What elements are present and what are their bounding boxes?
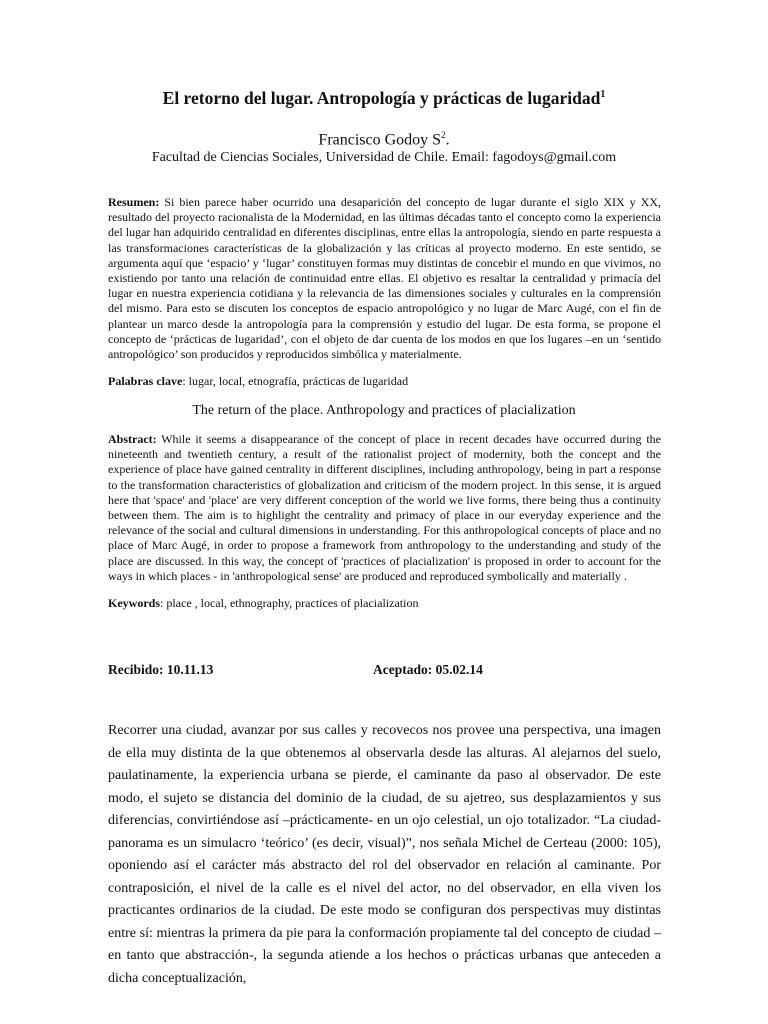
- author-footnote-marker: 2: [441, 130, 446, 140]
- author-name: Francisco Godoy S: [318, 131, 442, 149]
- paper-title-text: El retorno del lugar. Antropología y prácticas de lugaridad: [162, 88, 601, 108]
- resumen-text: Si bien parece haber ocurrido una desaparición del concepto de lugar durante el siglo XIX y XX, resultado del proyecto racionalista de la Modernidad, en las últimas décadas tanto el concepto como la experiencia del lugar han adquirido centralidad en diferentes disciplinas, entre ellas la antropología, siendo en parte respuesta a las transformaciones características de la globalización y las críticas al proyecto moderno. En este sentido, se argumenta aquí que ‘espacio’ y ‘lugar’ constituyen formas muy distintas de concebir el mundo en que vivimos, no existiendo por tanto una relación de continuidad entre ellas. El objetivo es resaltar la centralidad y primacía del lugar en nuestra experiencia cotidiana y la relevancia de las dimensiones sociales y culturales en la comprensión del mismo. Para esto se discuten los conceptos de espacio antropológico y no lugar de Marc Augé, con el fin de plantear un marco desde la antropología para la comprensión y estudio del lugar. De esta forma, se propone el concepto de ‘prácticas de lugaridad’, con el objeto de dar cuenta de los modos en que los lugares –en un ‘sentido antropológico’ son producidos y reproducidos simbólica y materialmente.: [108, 195, 661, 362]
- received-date: Recibido: 10.11.13: [108, 662, 214, 677]
- abstract-block: [108, 432, 661, 584]
- body-paragraph: Recorrer una ciudad, avanzar por sus calles y recovecos nos provee una perspectiva, una imagen de ella muy distinta de la que obtenemos al observarla desde las alturas. Al alejarnos del suelo, paulatinamente, la experiencia urbana se pierde, el caminante da paso al observador. De este modo, el sujeto se distancia del dominio de la ciudad, de su ajetreo, sus desplazamientos y sus diferencias, convirtiéndose así –prácticamente- en un ojo celestial, un ojo totalizador. “La ciudad-panorama es un simulacro ‘teórico’ (es decir, visual)”, nos señala Michel de Certeau (2000: 105), oponiendo así el carácter más abstracto del rol del observador en relación al caminante. Por contraposición, el nivel de la calle es el nivel del actor, no del observador, en ella viven los practicantes ordinarios de la ciudad. De este modo se configuran dos perspectivas muy distintas entre sí: mientras la primera da pie para la conformación propiamente tal del concepto de ciudad –en tanto que abstracción-, la segunda atiende a los hechos o prácticas urbanas que anteceden a dicha conceptualización,: [108, 723, 661, 986]
- keywords-text: : place , local, ethnography, practices of placialization: [160, 596, 419, 610]
- keywords-label: Keywords: [108, 596, 160, 610]
- author-line: [0, 130, 768, 149]
- title-footnote-marker: 1: [600, 89, 606, 101]
- resumen-label: Resumen:: [108, 195, 160, 209]
- accepted-date: Aceptado: 05.02.14: [373, 662, 483, 677]
- paper-title: [0, 88, 768, 109]
- author-suffix: .: [445, 131, 450, 149]
- palabras-clave-text: : lugar, local, etnografía, prácticas de lugaridad: [182, 374, 409, 388]
- resumen-block: [108, 195, 661, 362]
- english-title: The return of the place. Anthropology and practices of placialization: [192, 403, 576, 418]
- abstract-text: While it seems a disappearance of the concept of place in recent decades have occurred during the nineteenth and twentieth century, a result of the rationalist project of modernity, both the concept and the experience of place have gained centrality in different disciplines, including anthropology, being in part a response to the transformation characteristics of globalization and criticism of the modern project. In this sense, it is argued here that 'space' and 'place' are very different conception of the world we live forms, there being thus a continuity between them. The aim is to highlight the centrality and primacy of place in our everyday experience and the relevance of the social and cultural dimensions in understanding. For this anthropological concepts of place and no place of Marc Augé, in order to propose a framework from anthropology to the understanding and study of the place are discussed. In this way, the concept of 'practices of placialization' is proposed in order to account for the ways in which places - in 'anthropological sense' are produced and reproduced symbolically and materially .: [108, 432, 661, 583]
- palabras-clave-line: [108, 374, 661, 389]
- palabras-clave-label: Palabras clave: [108, 374, 183, 388]
- abstract-label: Abstract:: [108, 432, 157, 446]
- keywords-line: [108, 596, 661, 611]
- affiliation: Facultad de Ciencias Sociales, Universidad de Chile. Email: fagodoys@gmail.com: [151, 150, 617, 165]
